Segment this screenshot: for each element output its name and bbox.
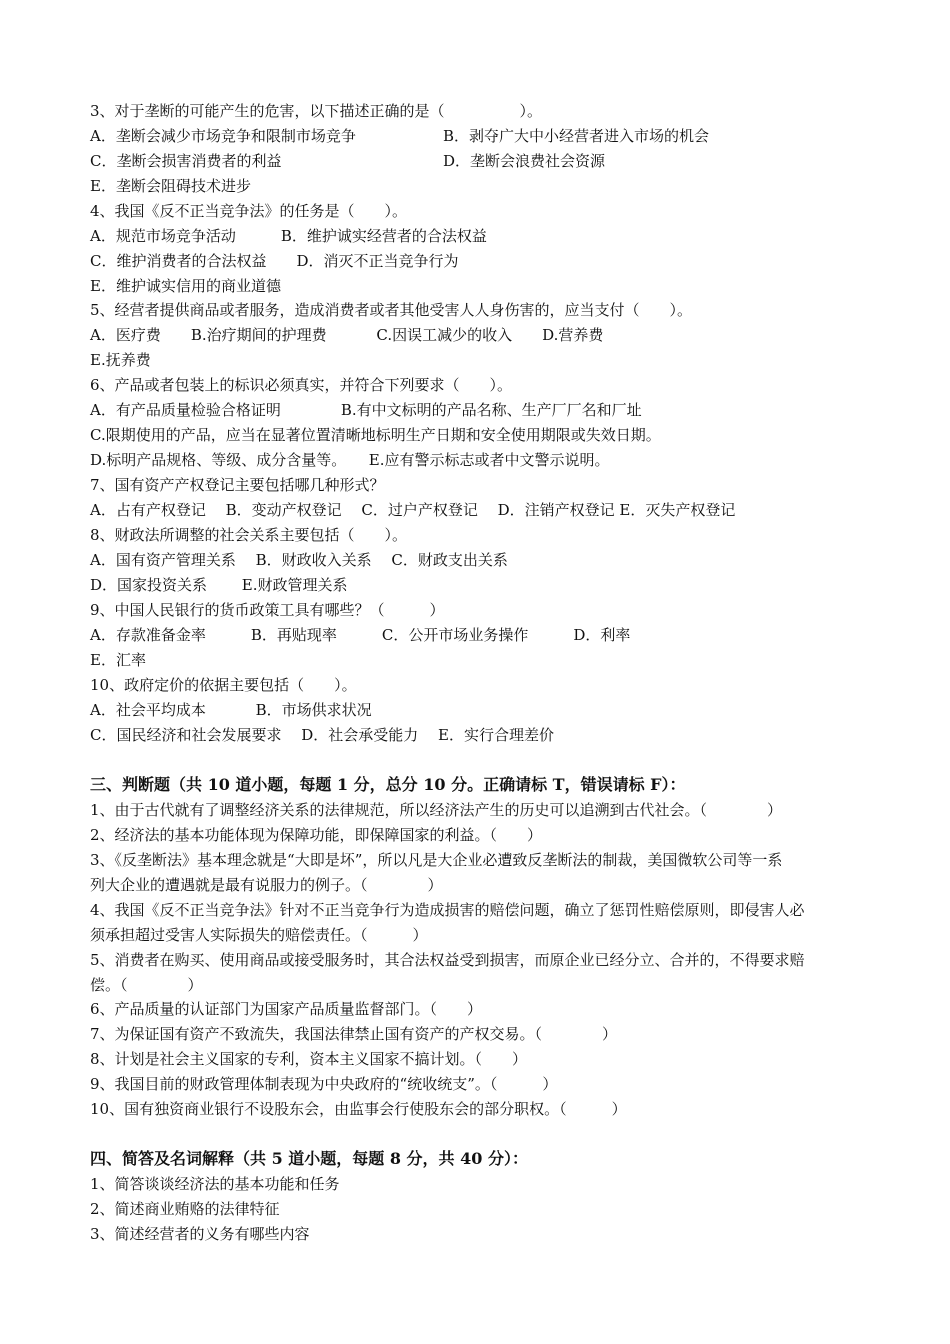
question-9-options-abcd: A．存款准备金率 B．再贴现率 C．公开市场业务操作 D．利率 (90, 626, 631, 644)
question-3-option-a: A．垄断会减少市场竞争和限制市场竞争 (90, 127, 356, 145)
question-9-stem: 9、中国人民银行的货币政策工具有哪些？（ ） (90, 601, 445, 619)
question-10-options-cde: C．国民经济和社会发展要求 D．社会承受能力 E．实行合理差价 (90, 726, 554, 744)
question-6-stem: 6、产品或者包装上的标识必须真实，并符合下列要求（ ）。 (90, 376, 513, 394)
question-8-options-de: D．国家投资关系 E.财政管理关系 (90, 576, 348, 594)
question-4-stem: 4、我国《反不正当竞争法》的任务是（ ）。 (90, 202, 408, 220)
tf-item: 6、产品质量的认证部门为国家产品质量监督部门。（ ） (90, 1000, 483, 1018)
question-10-options-ab: A．社会平均成本 B．市场供求状况 (90, 701, 372, 719)
question-5-stem: 5、经营者提供商品或者服务，造成消费者或者其他受害人人身伤害的，应当支付（ ）。 (90, 301, 693, 319)
short-answer-item: 3、简述经营者的义务有哪些内容 (90, 1225, 310, 1243)
tf-item: 5、消费者在购买、使用商品或接受服务时，其合法权益受到损害，而原企业已经分立、合并的，不得要求赔 (90, 951, 805, 969)
question-6-options-de: D.标明产品规格、等级、成分含量等。 E.应有警示标志或者中文警示说明。 (90, 451, 610, 469)
short-answer-section-heading: 四、简答及名词解释（共 5 道小题，每题 8 分，共 40 分）： (90, 1149, 528, 1168)
question-8-stem: 8、财政法所调整的社会关系主要包括（ ）。 (90, 526, 408, 544)
question-3-option-d: D．垄断会浪费社会资源 (443, 152, 606, 170)
tf-item: 3、《反垄断法》基本理念就是“大即是坏”，所以凡是大企业必遭致反垄断法的制裁，美国微软公司等一系 (90, 851, 783, 869)
question-9-option-e: E．汇率 (90, 651, 146, 669)
question-5-options: A．医疗费 B.治疗期间的护理费 C.因误工减少的收入 D.营养费 (90, 326, 604, 344)
tf-item: 10、国有独资商业银行不设股东会，由监事会行使股东会的部分职权。（ ） (90, 1100, 627, 1118)
tf-item: 7、为保证国有资产不致流失，我国法律禁止国有资产的产权交易。（ ） (90, 1025, 618, 1043)
tf-item-continuation: 列大企业的遭遇就是最有说服力的例子。（ ） (90, 876, 443, 894)
true-false-section-heading: 三、判断题（共 10 道小题，每题 1 分，总分 10 分。正确请标 T，错误请标 F）： (90, 775, 686, 794)
question-4-options-cd: C．维护消费者的合法权益 D．消灭不正当竞争行为 (90, 252, 459, 270)
question-4-options-ab: A．规范市场竞争活动 B．维护诚实经营者的合法权益 (90, 227, 487, 245)
question-7-options: A．占有产权登记 B．变动产权登记 C．过户产权登记 D．注销产权登记 E．灭失产权登记 (90, 501, 736, 519)
question-10-stem: 10、政府定价的依据主要包括（ ）。 (90, 676, 357, 694)
tf-item-continuation: 须承担超过受害人实际损失的赔偿责任。（ ） (90, 926, 428, 944)
question-3-option-e: E．垄断会阻碍技术进步 (90, 177, 251, 195)
tf-item-continuation: 偿。（ ） (90, 976, 203, 994)
tf-item: 9、我国目前的财政管理体制表现为中央政府的“统收统支”。（ ） (90, 1075, 558, 1093)
question-6-options-ab: A．有产品质量检验合格证明 B.有中文标明的产品名称、生产厂厂名和厂址 (90, 401, 642, 419)
question-8-options-abc: A．国有资产管理关系 B．财政收入关系 C．财政支出关系 (90, 551, 508, 569)
question-5-option-e: E.抚养费 (90, 351, 151, 369)
question-3-stem: 3、对于垄断的可能产生的危害，以下描述正确的是（ ）。 (90, 102, 543, 120)
question-7-stem: 7、国有资产产权登记主要包括哪几种形式？ (90, 476, 385, 494)
question-6-option-c: C.限期使用的产品，应当在显著位置清晰地标明生产日期和安全使用期限或失效日期。 (90, 426, 661, 444)
tf-item: 1、由于古代就有了调整经济关系的法律规范，所以经济法产生的历史可以追溯到古代社会。（ ） (90, 801, 783, 819)
question-3-option-c: C．垄断会损害消费者的利益 (90, 152, 282, 170)
tf-item: 2、经济法的基本功能体现为保障功能，即保障国家的利益。（ ） (90, 826, 543, 844)
question-4-option-e: E．维护诚实信用的商业道德 (90, 277, 281, 295)
short-answer-item: 2、简述商业贿赂的法律特征 (90, 1200, 280, 1218)
question-3-option-b: B．剥夺广大中小经营者进入市场的机会 (443, 127, 710, 145)
short-answer-item: 1、简答谈谈经济法的基本功能和任务 (90, 1175, 340, 1193)
tf-item: 4、我国《反不正当竞争法》针对不正当竞争行为造成损害的赔偿问题，确立了惩罚性赔偿原则，即侵害人必 (90, 901, 805, 919)
tf-item: 8、计划是社会主义国家的专利，资本主义国家不搞计划。（ ） (90, 1050, 528, 1068)
